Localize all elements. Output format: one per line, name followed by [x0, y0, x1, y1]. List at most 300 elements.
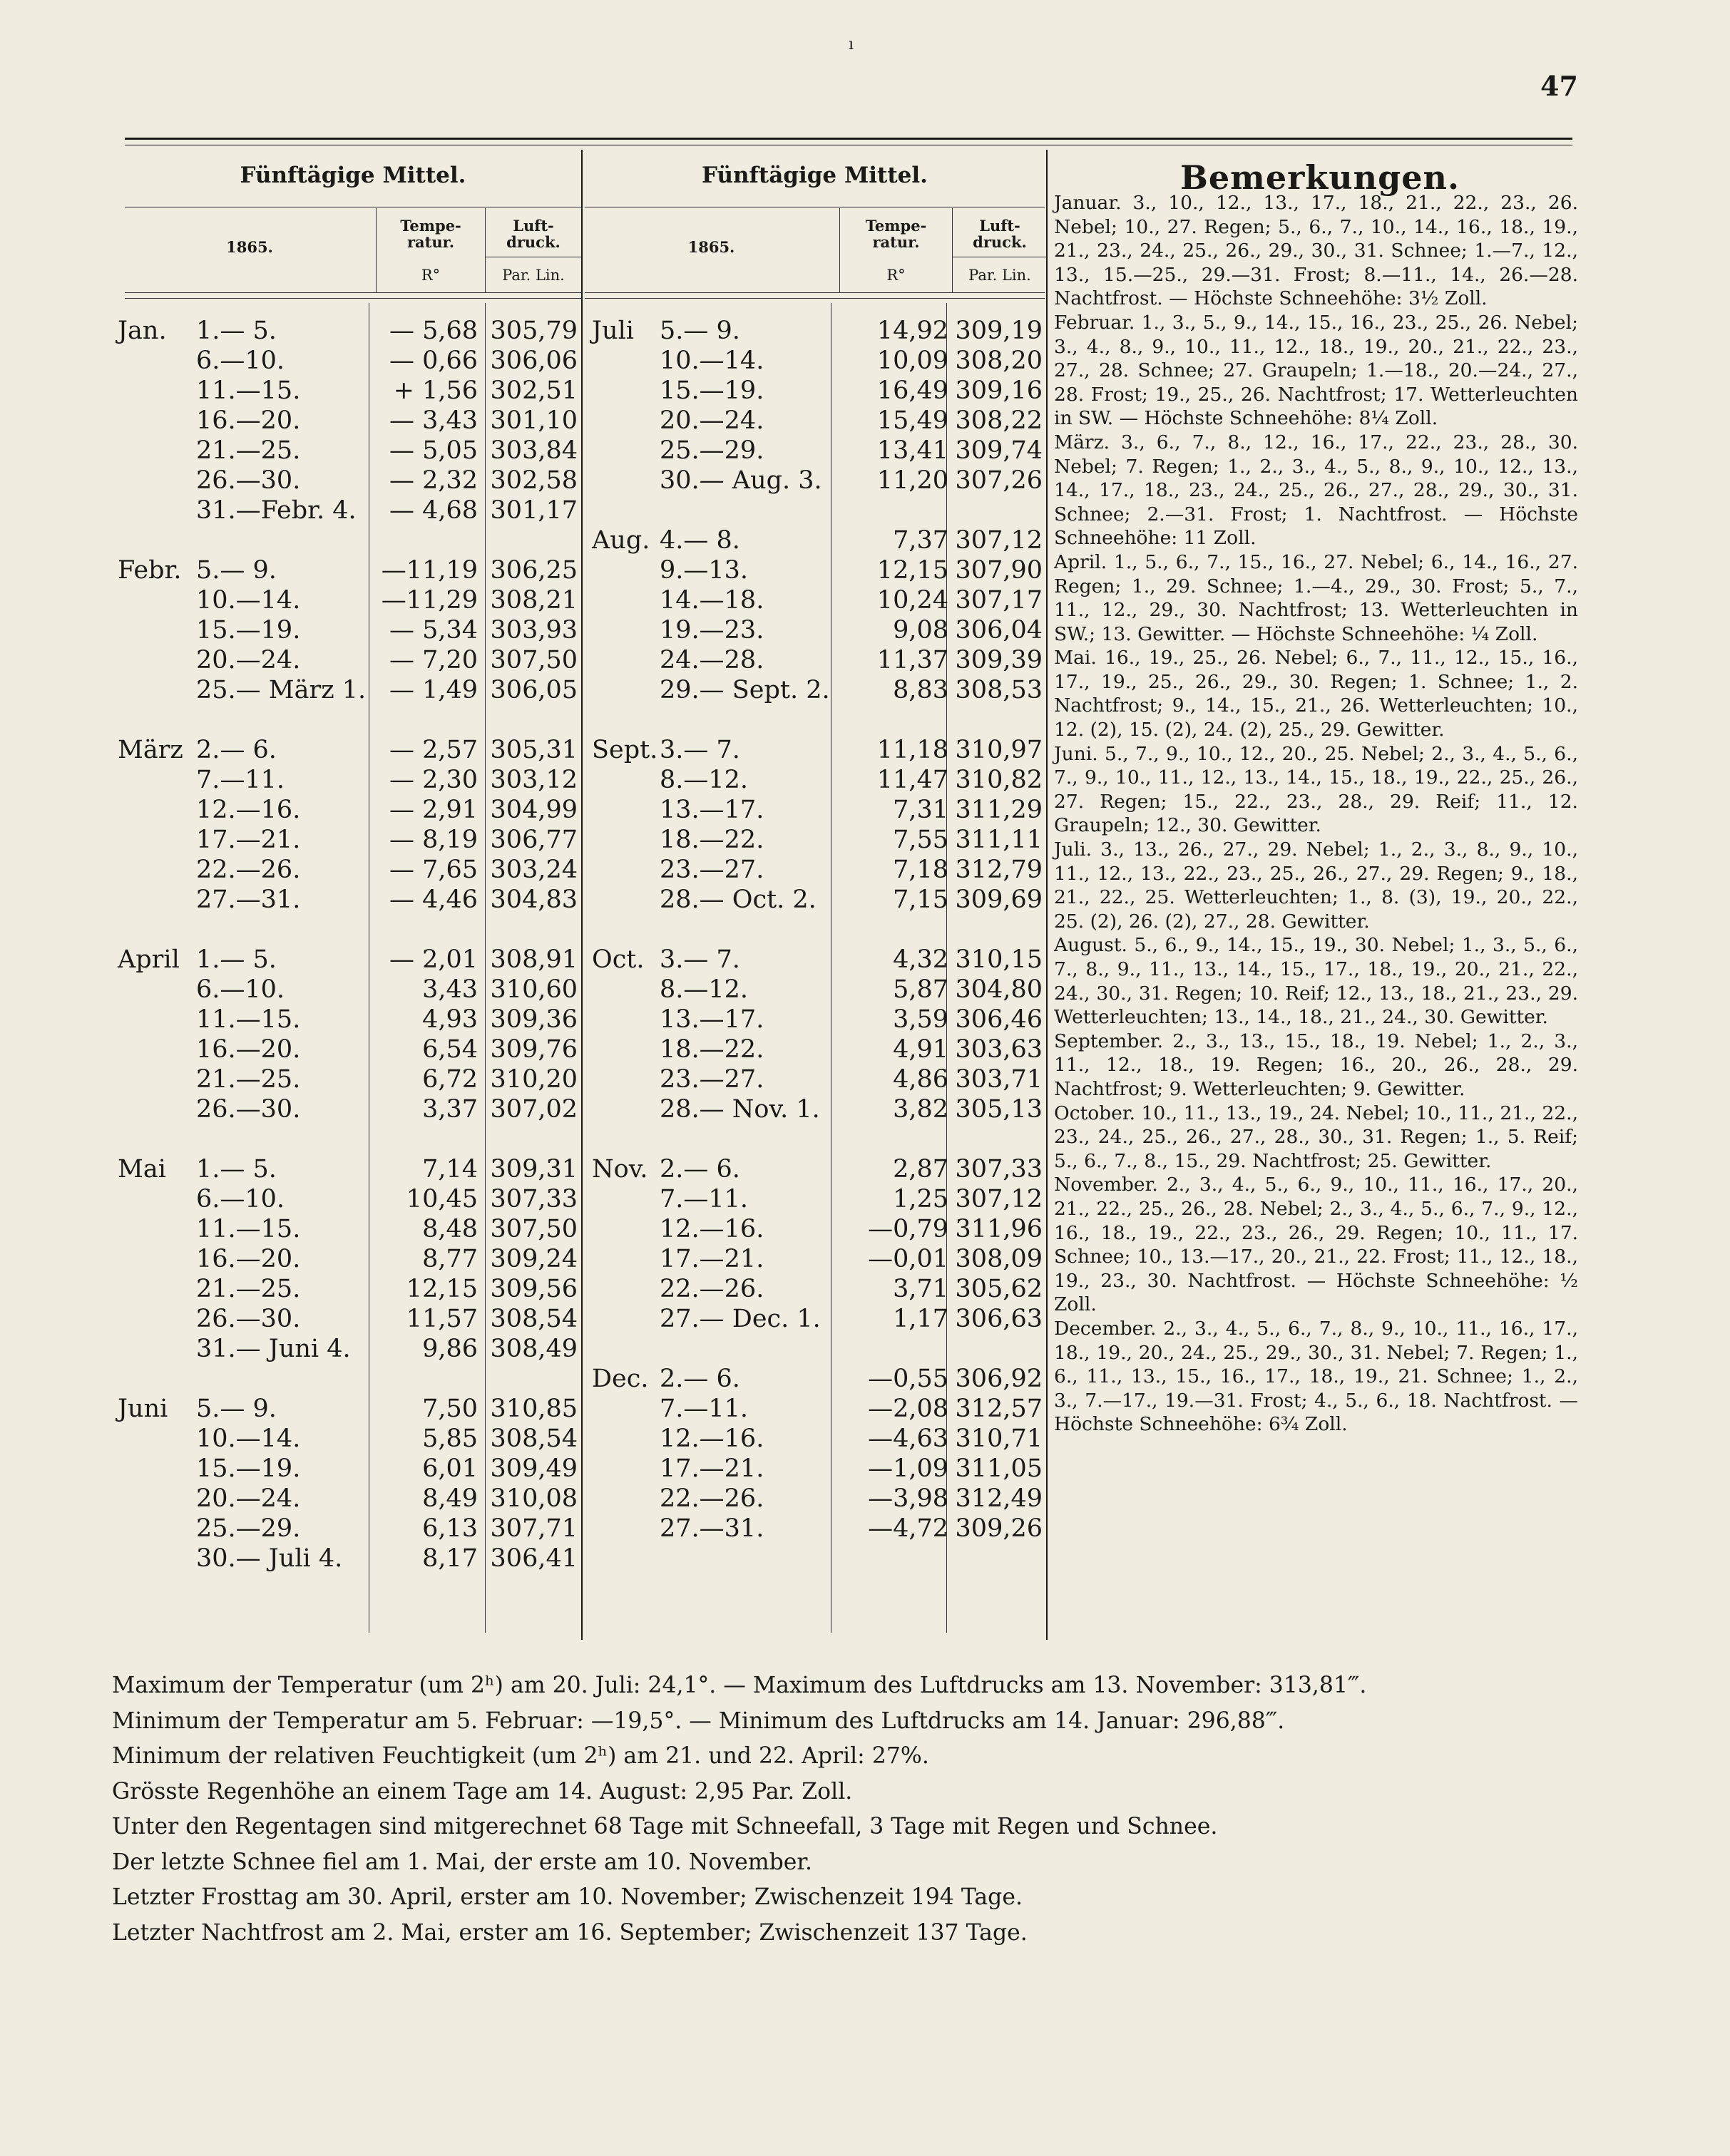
table-row: [592, 376, 1045, 406]
pressure-cell: 308,09: [955, 1245, 1043, 1273]
stray-mark: ı: [849, 36, 854, 53]
period-cell: 25.— März 1.: [196, 676, 367, 704]
pressure-cell: 310,82: [955, 766, 1043, 794]
period-cell: 17.—21.: [196, 826, 301, 854]
temperature-cell: —3,98: [868, 1484, 948, 1513]
temperature-cell: 12,15: [876, 556, 948, 585]
period-cell: 10.—14.: [660, 346, 764, 375]
pressure-cell: 302,58: [490, 466, 578, 495]
pressure-cell: 308,22: [955, 406, 1043, 435]
month-label: Mai: [118, 1155, 166, 1184]
table-row: [592, 645, 1045, 675]
footer-line: Grösste Regenhöhe an einem Tage am 14. August: 2,95 Par. Zoll.: [112, 1778, 853, 1805]
pressure-cell: 309,24: [490, 1245, 578, 1273]
temperature-cell: —0,01: [868, 1245, 948, 1273]
month-label: Nov.: [592, 1155, 648, 1184]
period-cell: 12.—16.: [660, 1215, 764, 1243]
table-row: [118, 1484, 581, 1514]
pressure-cell: 310,71: [955, 1424, 1043, 1453]
pressure-cell: 310,97: [955, 736, 1043, 764]
pressure-cell: 312,79: [955, 856, 1043, 884]
left-temp-header: Tempe- ratur.: [400, 217, 461, 251]
month-label: Juli: [592, 317, 634, 345]
temperature-cell: 7,15: [893, 885, 948, 914]
period-cell: 27.— Dec. 1.: [660, 1305, 821, 1333]
remark-entry: April. 1., 5., 6., 7., 15., 16., 27. Nebel; 6., 14., 16., 27. Regen; 1., 29. Schnee; 1.—4., 29., 30. Frost; 5., 7., 11., 12., 29., 30. Nachtfrost; 13. Wetterleuchten in SW.; 13. Gewitter. — Höchste Schneehöhe: ¼ Zoll.: [1054, 550, 1578, 645]
period-cell: 30.— Aug. 3.: [660, 466, 822, 495]
group-spacer: [118, 1364, 581, 1394]
table-row: [118, 1184, 581, 1214]
temperature-cell: — 5,68: [389, 317, 478, 345]
remark-entry: November. 2., 3., 4., 5., 6., 9., 10., 11., 16., 17., 20., 21., 22., 25., 26., 28. Nebel; 2., 3., 4., 5., 6., 7., 9., 12., 16., 18., 19., 22., 23., 26., 29. Regen; 10., 11., 17. Schnee; 10., 13.—17., 20., 21., 22. Frost; 11., 12., 18., 19., 23., 30. Nachtfrost. — Höchste Schneehöhe: ½ Zoll.: [1054, 1174, 1578, 1316]
period-cell: 5.— 9.: [660, 317, 740, 345]
temperature-cell: 4,32: [893, 945, 948, 974]
temperature-cell: 8,48: [422, 1215, 478, 1243]
temperature-cell: — 0,66: [389, 346, 478, 375]
pressure-cell: 311,29: [955, 796, 1043, 824]
month-label: Aug.: [592, 526, 650, 555]
temperature-cell: 11,57: [406, 1305, 478, 1333]
left-hdr-col2: [485, 208, 486, 292]
period-cell: 1.— 5.: [196, 317, 277, 345]
temperature-cell: 12,15: [406, 1275, 478, 1303]
temperature-cell: 4,93: [422, 1005, 478, 1034]
temperature-cell: —4,72: [868, 1514, 948, 1543]
period-cell: 5.— 9.: [196, 556, 277, 585]
right-header-bottom2: [585, 298, 1045, 299]
temperature-cell: 11,37: [876, 646, 948, 674]
period-cell: 2.— 6.: [660, 1365, 740, 1393]
table-row: [118, 1154, 581, 1184]
period-cell: 24.—28.: [660, 646, 764, 674]
period-cell: 16.—20.: [196, 1245, 301, 1273]
pressure-cell: 305,62: [955, 1275, 1043, 1303]
table-row: [592, 555, 1045, 585]
footer-line: Letzter Nachtfrost am 2. Mai, erster am 16. September; Zwischenzeit 137 Tage.: [112, 1919, 1028, 1946]
table-row: [592, 975, 1045, 1005]
table-row: [118, 1005, 581, 1035]
pressure-cell: 309,19: [955, 317, 1043, 345]
pressure-cell: 310,85: [490, 1395, 578, 1423]
temperature-cell: —4,63: [868, 1424, 948, 1453]
temperature-cell: —11,19: [381, 556, 478, 585]
pressure-cell: 307,90: [955, 556, 1043, 585]
pressure-cell: 312,57: [955, 1395, 1043, 1423]
temperature-cell: 6,01: [422, 1454, 478, 1483]
temperature-cell: 8,17: [422, 1544, 478, 1573]
period-cell: 11.—15.: [196, 1215, 301, 1243]
table-row: [118, 316, 581, 346]
period-cell: 7.—11.: [660, 1185, 749, 1213]
table-row: [118, 735, 581, 765]
period-cell: 17.—21.: [660, 1454, 764, 1483]
left-hdr-col1: [376, 208, 377, 292]
pressure-cell: 309,76: [490, 1035, 578, 1064]
right-year-header: 1865.: [687, 238, 735, 256]
right-pressure-header: Luft- druck.: [973, 217, 1027, 251]
period-cell: 20.—24.: [196, 646, 301, 674]
temperature-cell: — 5,05: [389, 436, 478, 465]
month-label: Dec.: [592, 1365, 649, 1393]
table-row: [118, 825, 581, 855]
footer-line: Der letzte Schnee fiel am 1. Mai, der erste am 10. November.: [112, 1849, 813, 1875]
remark-entry: December. 2., 3., 4., 5., 6., 7., 8., 9., 10., 11., 16., 17., 18., 19., 20., 24., 25., 29., 30., 31. Nebel; 7. Regen; 1., 6., 11., 13., 15., 16., 17., 18., 19., 21. Schnee; 1., 2., 3., 7.—17., 19.—31. Frost; 4., 5., 6., 18. Nachtfrost. — Höchste Schneehöhe: 6¾ Zoll.: [1054, 1317, 1578, 1436]
remark-entry: September. 2., 3., 13., 15., 18., 19. Nebel; 1., 2., 3., 11., 12., 18., 19. Regen; 16., 20., 26., 28., 29. Nachtfrost; 9. Wetterleuchten; 9. Gewitter.: [1054, 1030, 1578, 1100]
table-row: [592, 1184, 1045, 1214]
temperature-cell: 16,49: [876, 376, 948, 405]
period-cell: 13.—17.: [660, 1005, 764, 1034]
pressure-cell: 303,71: [955, 1065, 1043, 1094]
table-row: [118, 1544, 581, 1574]
table-row: [118, 496, 581, 525]
temperature-cell: 11,20: [876, 466, 948, 495]
pressure-cell: 303,63: [955, 1035, 1043, 1064]
temperature-cell: — 7,20: [389, 646, 478, 674]
period-cell: 20.—24.: [660, 406, 764, 435]
temperature-cell: —0,55: [868, 1365, 948, 1393]
remark-entry: August. 5., 6., 9., 14., 15., 19., 30. Nebel; 1., 3., 5., 6., 7., 8., 9., 11., 13., 14., 15., 17., 18., 19., 20., 21., 22., 24., 30., 31. Regen; 10. Reif; 12., 13., 18., 21., 23., 29. Wetterleuchten; 13., 14., 18., 21., 24., 30. Gewitter.: [1054, 934, 1578, 1029]
period-cell: 16.—20.: [196, 1035, 301, 1064]
temperature-cell: —11,29: [381, 586, 478, 615]
pressure-cell: 308,91: [490, 945, 578, 974]
pressure-cell: 304,99: [490, 796, 578, 824]
pressure-cell: 301,17: [490, 496, 578, 525]
pressure-cell: 306,92: [955, 1365, 1043, 1393]
temperature-cell: — 5,34: [389, 616, 478, 645]
table-row: [592, 885, 1045, 915]
table-row: [592, 765, 1045, 795]
pressure-cell: 310,15: [955, 945, 1043, 974]
temperature-cell: —0,79: [868, 1215, 948, 1243]
temperature-cell: 6,13: [422, 1514, 478, 1543]
period-cell: 29.— Sept. 2.: [660, 676, 830, 704]
table-row: [118, 585, 581, 615]
temperature-cell: 10,09: [876, 346, 948, 375]
temperature-cell: — 3,43: [389, 406, 478, 435]
remark-entry: Juli. 3., 13., 26., 27., 29. Nebel; 1., 2., 3., 8., 9., 10., 11., 12., 13., 22., 23., 25., 26., 27., 29. Regen; 9., 18., 21., 22., 25. Wetterleuchten; 1., 8. (3), 19., 20., 22., 25. (2), 26. (2), 27., 28. Gewitter.: [1054, 838, 1578, 933]
pressure-cell: 306,25: [490, 556, 578, 585]
right-header-bottom: [585, 292, 1045, 293]
pressure-cell: 309,16: [955, 376, 1043, 405]
footer-line: Unter den Regentagen sind mitgerechnet 68 Tage mit Schneefall, 3 Tage mit Regen und Schnee.: [112, 1814, 1218, 1839]
temperature-cell: 8,49: [422, 1484, 478, 1513]
temperature-cell: 3,71: [893, 1275, 948, 1303]
period-cell: 11.—15.: [196, 1005, 301, 1034]
table-row: [592, 945, 1045, 975]
group-spacer: [592, 1334, 1045, 1364]
pressure-cell: 311,96: [955, 1215, 1043, 1243]
remark-entry: Juni. 5., 7., 9., 10., 12., 20., 25. Nebel; 2., 3., 4., 5., 6., 7., 9., 10., 11., 12., 13., 14., 15., 18., 19., 22., 25., 26., 27. Regen; 15., 22., 23., 28., 29. Reif; 11., 12. Graupeln; 12., 30. Gewitter.: [1054, 742, 1578, 837]
right-pressure-unit: Par. Lin.: [968, 267, 1031, 284]
remark-entry: Februar. 1., 3., 5., 9., 14., 15., 16., 23., 25., 26. Nebel; 3., 4., 8., 9., 10., 11., 12., 18., 19., 20., 21., 22., 23., 27., 28. Schnee; 27. Graupeln; 1.—18., 20.—24., 27., 28. Frost; 19., 25., 26. Nachtfrost; 17. Wetterleuchten in SW. — Höchste Schneehöhe: 8¼ Zoll.: [1054, 311, 1578, 430]
pressure-cell: 309,74: [955, 436, 1043, 465]
temperature-cell: 10,24: [876, 586, 948, 615]
pressure-cell: 309,56: [490, 1275, 578, 1303]
period-cell: 2.— 6.: [660, 1155, 740, 1184]
period-cell: 27.—31.: [196, 885, 301, 914]
table-row: [592, 1364, 1045, 1394]
table-row: [118, 1334, 581, 1364]
temperature-cell: 3,43: [422, 975, 478, 1004]
pressure-cell: 309,26: [955, 1514, 1043, 1543]
period-cell: 11.—15.: [196, 376, 301, 405]
period-cell: 3.— 7.: [660, 945, 740, 974]
page-number: 47: [1540, 70, 1578, 102]
pressure-cell: 311,05: [955, 1454, 1043, 1483]
pressure-cell: 309,69: [955, 885, 1043, 914]
group-spacer: [592, 915, 1045, 945]
period-cell: 28.— Oct. 2.: [660, 885, 817, 914]
table-row: [592, 825, 1045, 855]
month-label: März: [118, 736, 183, 764]
table-row: [592, 346, 1045, 376]
right-temp-header: Tempe- ratur.: [865, 217, 927, 251]
pressure-cell: 304,83: [490, 885, 578, 914]
pressure-cell: 308,21: [490, 586, 578, 615]
table-row: [118, 436, 581, 466]
temperature-cell: 3,59: [893, 1005, 948, 1034]
period-cell: 26.—30.: [196, 1305, 301, 1333]
period-cell: 15.—19.: [660, 376, 764, 405]
pressure-cell: 310,60: [490, 975, 578, 1004]
pressure-cell: 304,80: [955, 975, 1043, 1004]
pressure-cell: 306,41: [490, 1544, 578, 1573]
separator-left: [581, 150, 583, 1640]
period-cell: 22.—26.: [660, 1275, 764, 1303]
table-row: [592, 1214, 1045, 1244]
temperature-cell: 3,82: [893, 1095, 948, 1124]
month-label: Juni: [118, 1395, 168, 1423]
table-row: [592, 585, 1045, 615]
table-row: [118, 795, 581, 825]
period-cell: 22.—26.: [196, 856, 301, 884]
pressure-cell: 309,36: [490, 1005, 578, 1034]
pressure-cell: 307,02: [490, 1095, 578, 1124]
table-row: [592, 466, 1045, 496]
temperature-cell: — 2,57: [389, 736, 478, 764]
period-cell: 7.—11.: [660, 1395, 749, 1423]
pressure-cell: 305,31: [490, 736, 578, 764]
period-cell: 14.—18.: [660, 586, 764, 615]
table-row: [118, 765, 581, 795]
temperature-cell: + 1,56: [393, 376, 478, 405]
temperature-cell: — 2,32: [389, 466, 478, 495]
remark-entry: März. 3., 6., 7., 8., 12., 16., 17., 22., 23., 28., 30. Nebel; 7. Regen; 1., 2., 3., 4., 5., 8., 9., 10., 12., 13., 14., 17., 18., 23., 24., 25., 26., 27., 28., 29., 30., 31. Schnee; 2.—31. Frost; 1. Nachtfrost. — Höchste Schneehöhe: 11 Zoll.: [1054, 431, 1578, 550]
table-row: [592, 1154, 1045, 1184]
period-cell: 15.—19.: [196, 1454, 301, 1483]
table-row: [592, 1304, 1045, 1334]
right-hdr-col1: [839, 208, 840, 292]
period-cell: 8.—12.: [660, 766, 749, 794]
group-spacer: [118, 705, 581, 735]
temperature-cell: — 2,91: [389, 796, 478, 824]
remark-entry: Mai. 16., 19., 25., 26. Nebel; 6., 7., 11., 12., 15., 16., 17., 19., 25., 26., 29., 30. Regen; 1. Schnee; 1., 2. Nachtfrost; 9., 14., 15., 21., 26. Wetterleuchten; 10., 12. (2), 15. (2), 24. (2), 25., 29. Gewitter.: [1054, 647, 1578, 741]
period-cell: 2.— 6.: [196, 736, 277, 764]
pressure-cell: 307,12: [955, 1185, 1043, 1213]
table-row: [592, 855, 1045, 885]
table-row: [592, 436, 1045, 466]
table-row: [118, 1064, 581, 1094]
table-row: [592, 525, 1045, 555]
table-row: [592, 1484, 1045, 1514]
pressure-cell: 307,33: [955, 1155, 1043, 1184]
temperature-cell: 10,45: [406, 1185, 478, 1213]
pressure-cell: 303,24: [490, 856, 578, 884]
table-row: [118, 645, 581, 675]
period-cell: 23.—27.: [660, 856, 764, 884]
temperature-cell: 9,08: [893, 616, 948, 645]
table-row: [118, 1304, 581, 1334]
temperature-cell: 5,85: [422, 1424, 478, 1453]
period-cell: 12.—16.: [196, 796, 301, 824]
temperature-cell: 15,49: [876, 406, 948, 435]
right-section-title: Fünftägige Mittel.: [702, 163, 928, 188]
period-cell: 26.—30.: [196, 466, 301, 495]
pressure-cell: 305,13: [955, 1095, 1043, 1124]
table-row: [118, 855, 581, 885]
left-year-header: 1865.: [226, 238, 273, 256]
temperature-cell: 7,31: [893, 796, 948, 824]
top-rule: [125, 138, 1572, 140]
temperature-cell: —2,08: [868, 1395, 948, 1423]
remark-entry: October. 10., 11., 13., 19., 24. Nebel; 10., 11., 21., 22., 23., 24., 25., 26., 27., 28., 30., 31. Regen; 1., 5. Reif; 5., 6., 7., 8., 15., 29. Nachtfrost; 25. Gewitter.: [1054, 1102, 1578, 1172]
pressure-cell: 308,53: [955, 676, 1043, 704]
left-pressure-header: Luft- druck.: [506, 217, 561, 251]
temperature-cell: — 4,46: [389, 885, 478, 914]
right-hdr-col2: [952, 208, 953, 292]
table-row: [592, 1454, 1045, 1484]
temperature-cell: 4,91: [893, 1035, 948, 1064]
remarks-body: [1054, 191, 1578, 1437]
remarks-title: Bemerkungen.: [1180, 158, 1460, 197]
pressure-cell: 303,93: [490, 616, 578, 645]
table-row: [118, 945, 581, 975]
pressure-cell: 305,79: [490, 317, 578, 345]
left-section-title: Fünftägige Mittel.: [240, 163, 466, 188]
left-temp-unit: R°: [421, 267, 441, 284]
temperature-cell: 7,14: [422, 1155, 478, 1184]
period-cell: 9.—13.: [660, 556, 749, 585]
temperature-cell: — 8,19: [389, 826, 478, 854]
separator-right: [1046, 150, 1048, 1640]
month-label: Jan.: [118, 317, 167, 345]
period-cell: 17.—21.: [660, 1245, 764, 1273]
temperature-cell: 6,54: [422, 1035, 478, 1064]
left-header-bottom: [125, 292, 581, 293]
table-row: [592, 675, 1045, 705]
period-cell: 7.—11.: [196, 766, 285, 794]
footer-line: Minimum der relativen Feuchtigkeit (um 2ʰ) am 21. und 22. April: 27%.: [112, 1743, 929, 1769]
table-row: [118, 555, 581, 585]
table-row: [592, 1424, 1045, 1454]
period-cell: 25.—29.: [660, 436, 764, 465]
table-row: [592, 1035, 1045, 1064]
footer-notes: [112, 1668, 1581, 1951]
table-row: [118, 1454, 581, 1484]
pressure-cell: 310,20: [490, 1065, 578, 1094]
table-row: [592, 316, 1045, 346]
table-row: [592, 1244, 1045, 1274]
pressure-cell: 309,49: [490, 1454, 578, 1483]
table-row: [118, 466, 581, 496]
table-row: [592, 615, 1045, 645]
table-row: [592, 1094, 1045, 1124]
temperature-cell: 7,18: [893, 856, 948, 884]
table-row: [118, 885, 581, 915]
table-row: [118, 1394, 581, 1424]
period-cell: 1.— 5.: [196, 1155, 277, 1184]
pressure-cell: 303,84: [490, 436, 578, 465]
pressure-cell: 308,49: [490, 1335, 578, 1363]
period-cell: 22.—26.: [660, 1484, 764, 1513]
table-row: [118, 1035, 581, 1064]
temperature-cell: — 1,49: [389, 676, 478, 704]
left-table-body: [118, 316, 581, 1574]
period-cell: 10.—14.: [196, 1424, 301, 1453]
temperature-cell: 1,17: [893, 1305, 948, 1333]
pressure-cell: 311,11: [955, 826, 1043, 854]
temperature-cell: 9,86: [422, 1335, 478, 1363]
footer-line: Minimum der Temperatur am 5. Februar: —19,5°. — Minimum des Luftdrucks am 14. Januar: 296,88‴.: [112, 1708, 1285, 1734]
table-row: [118, 1514, 581, 1544]
temperature-cell: 8,83: [893, 676, 948, 704]
pressure-cell: 310,08: [490, 1484, 578, 1513]
pressure-cell: 308,54: [490, 1424, 578, 1453]
period-cell: 13.—17.: [660, 796, 764, 824]
pressure-cell: 307,12: [955, 526, 1043, 555]
period-cell: 23.—27.: [660, 1065, 764, 1094]
temperature-cell: — 7,65: [389, 856, 478, 884]
temperature-cell: 6,72: [422, 1065, 478, 1094]
table-row: [592, 1514, 1045, 1544]
table-row: [592, 406, 1045, 436]
pressure-cell: 306,46: [955, 1005, 1043, 1034]
pressure-cell: 307,50: [490, 646, 578, 674]
pressure-cell: 307,17: [955, 586, 1043, 615]
group-spacer: [592, 1124, 1045, 1154]
pressure-cell: 302,51: [490, 376, 578, 405]
temperature-cell: 11,18: [876, 736, 948, 764]
table-row: [592, 1274, 1045, 1304]
right-table-body: [592, 316, 1045, 1544]
period-cell: 5.— 9.: [196, 1395, 277, 1423]
pressure-cell: 301,10: [490, 406, 578, 435]
period-cell: 10.—14.: [196, 586, 301, 615]
footer-line: Letzter Frosttag am 30. April, erster am 10. November; Zwischenzeit 194 Tage.: [112, 1884, 1023, 1910]
table-row: [118, 346, 581, 376]
group-spacer: [592, 705, 1045, 735]
table-row: [118, 1424, 581, 1454]
table-row: [592, 1394, 1045, 1424]
period-cell: 6.—10.: [196, 975, 285, 1004]
temperature-cell: 7,37: [893, 526, 948, 555]
right-temp-unit: R°: [886, 267, 906, 284]
group-spacer: [118, 1124, 581, 1154]
pressure-cell: 307,26: [955, 466, 1043, 495]
period-cell: 6.—10.: [196, 346, 285, 375]
period-cell: 27.—31.: [660, 1514, 764, 1543]
table-row: [118, 1094, 581, 1124]
table-row: [592, 795, 1045, 825]
table-row: [592, 1005, 1045, 1035]
period-cell: 18.—22.: [660, 826, 764, 854]
period-cell: 6.—10.: [196, 1185, 285, 1213]
period-cell: 31.— Juni 4.: [196, 1335, 351, 1363]
period-cell: 12.—16.: [660, 1424, 764, 1453]
period-cell: 18.—22.: [660, 1035, 764, 1064]
pressure-cell: 307,71: [490, 1514, 578, 1543]
group-spacer: [118, 915, 581, 945]
